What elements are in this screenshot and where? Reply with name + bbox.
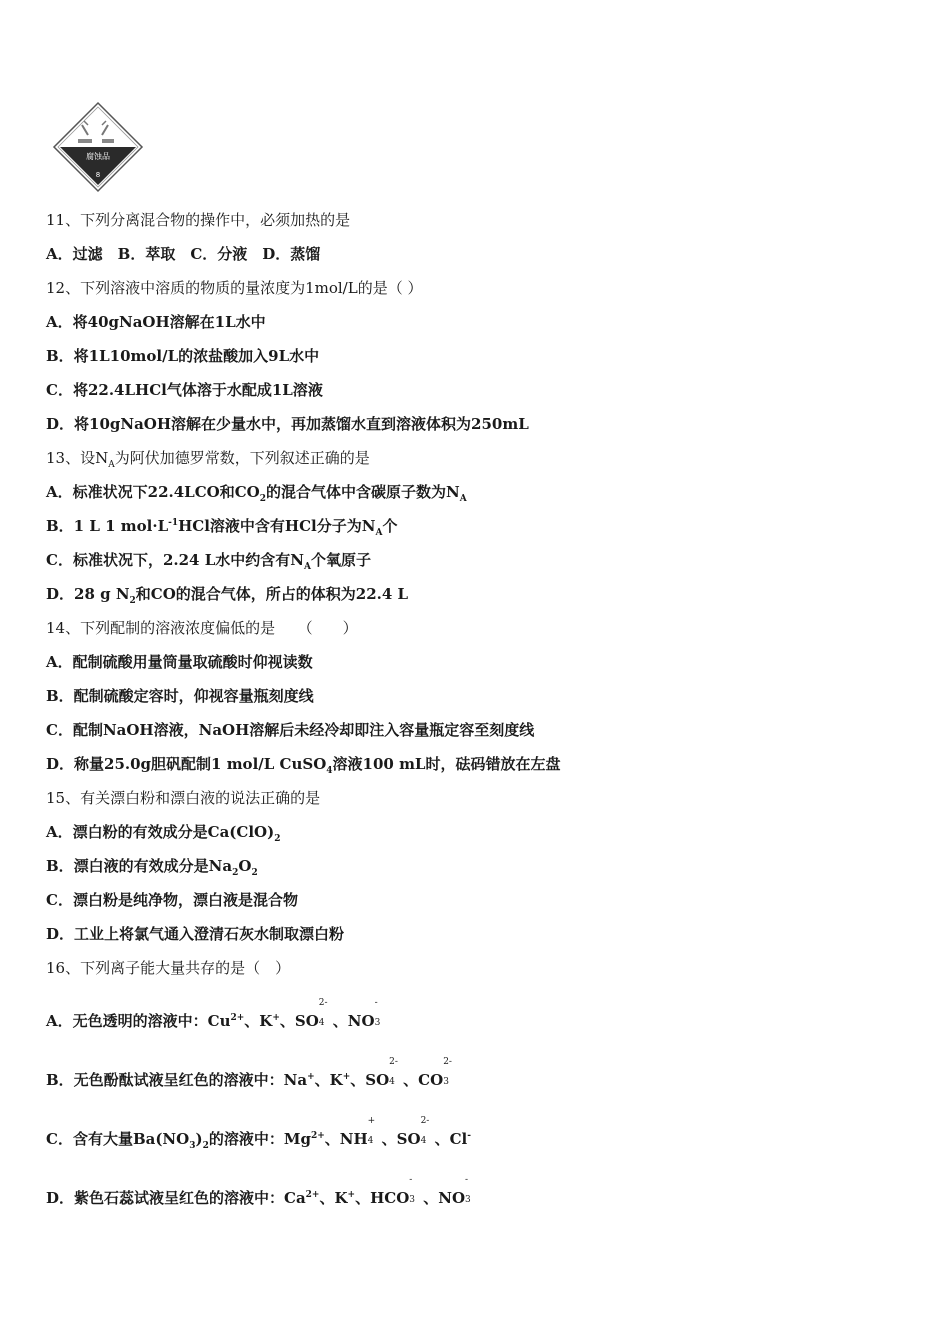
q16-option-d: D．紫色石蕊试液呈红色的溶液中：$Ca^{2+}$、K+、HCO - 3 、NO - 3: [46, 1175, 471, 1207]
q14-stem: 14、下列配制的溶液浓度偏低的是 （ ）: [46, 619, 358, 637]
q15-option-d: D．工业上将氯气通入澄清石灰水制取漂白粉: [46, 925, 345, 943]
q11-stem: 11、下列分离混合物的操作中，必须加热的是: [46, 211, 351, 229]
q15-stem: 15、有关漂白粉和漂白液的说法正确的是: [46, 789, 321, 807]
hazard-class-number: 8: [95, 171, 101, 179]
q14-option-a: A．配制硫酸用量筒量取硫酸时仰视读数: [46, 653, 313, 671]
hazard-label-text: 腐蚀品: [86, 152, 110, 161]
q14-option-b: B．配制硫酸定容时，仰视容量瓶刻度线: [46, 687, 314, 705]
q13-option-a: A．标准状况下22.4LCO和$CO_2$的混合气体中含碳原子数为$N_A$: [46, 483, 467, 504]
q16-option-c: C．含有大量$Ba(NO_3)_2$的溶液中：$Mg^{2+}$、NH + 4 、SO 2- 4 、Cl-: [46, 1116, 471, 1151]
q15-option-b: B．漂白液的有效成分是$Na_2O_2$: [46, 857, 258, 878]
q12-option-c: C．将22.4LHCl气体溶于水配成1L溶液: [46, 381, 323, 399]
q12-option-a: A．将40gNaOH溶解在1L水中: [46, 313, 266, 331]
q13-stem: 13、设$N_A$为阿伏加德罗常数，下列叙述正确的是: [46, 449, 370, 470]
q12-option-d: D．将10gNaOH溶解在少量水中，再加蒸馏水直到溶液体积为250mL: [46, 415, 529, 433]
q16-option-b: B．无色酚酞试液呈红色的溶液中：Na+、K+、SO 2- 4 、CO 2- 3: [46, 1057, 452, 1089]
q14-option-d: D．称量25.0g胆矾配制1 mol/L CuSO$_4$溶液100 mL时，砝码错放在左盘: [46, 755, 561, 776]
q13-option-d: D．28 g $N_2$和CO的混合气体，所占的体积为22.4 L: [46, 585, 409, 606]
q13-option-b: B．1 L 1 $mol\cdot L^{-1}HCl$溶液中含有HCl分子为$N_A$个: [46, 517, 398, 538]
q15-option-a: A．漂白粉的有效成分是$Ca(ClO)_2$: [46, 823, 281, 844]
q16-stem: 16、下列离子能大量共存的是（ ）: [46, 959, 291, 977]
q16-option-a: A．无色透明的溶液中：$Cu^{2+}$、K+、SO 2- 4 、NO - 3: [46, 998, 381, 1030]
q15-option-c: C．漂白粉是纯净物，漂白液是混合物: [46, 891, 298, 909]
q14-option-c: C．配制NaOH溶液，NaOH溶解后未经冷却即注入容量瓶定容至刻度线: [46, 721, 535, 739]
q12-option-b: B．将1L10mol/L的浓盐酸加入9L水中: [46, 347, 320, 365]
q13-option-c: C．标准状况下，2.24 L水中约含有$N_A$个氧原子: [46, 551, 371, 572]
corrosive-hazard-icon: [52, 101, 144, 193]
q12-stem: 12、下列溶液中溶质的物质的量浓度为1mol/L的是（ ）: [46, 279, 423, 297]
q11-options: A．过滤 B．萃取 C．分液 D．蒸馏: [46, 245, 321, 263]
